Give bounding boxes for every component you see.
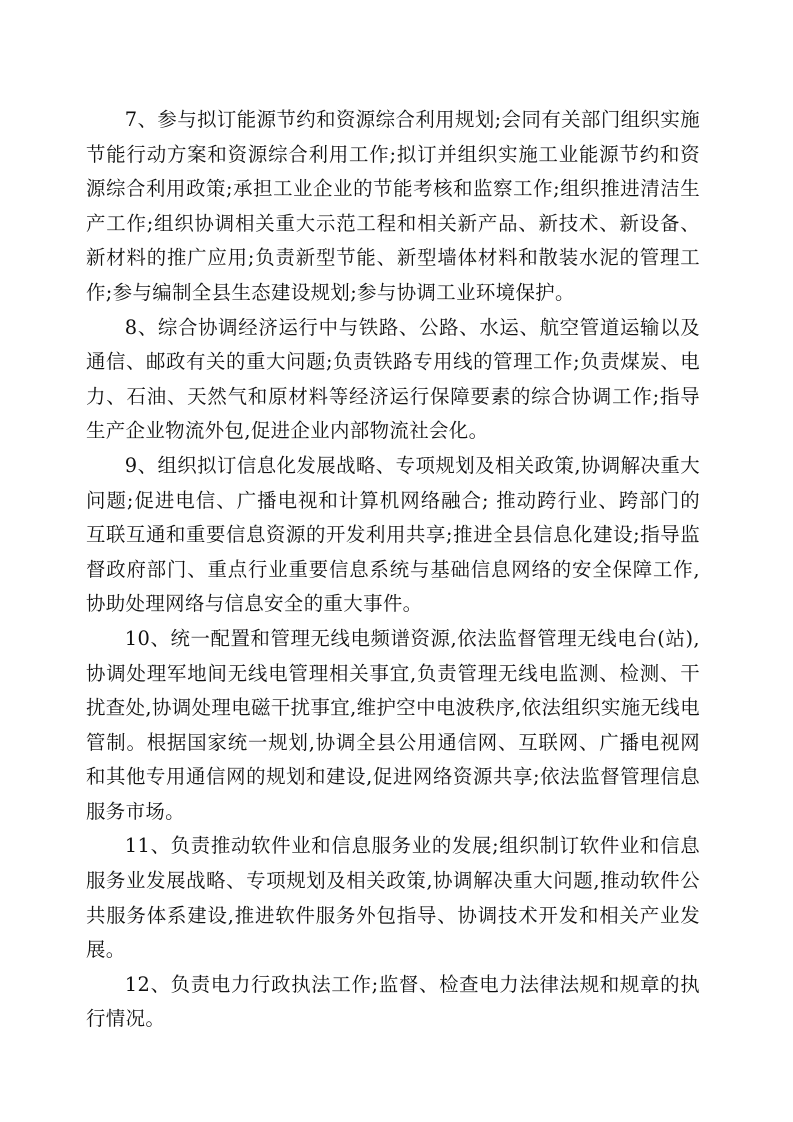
paragraph-item-9: 9、组织拟订信息化发展战略、专项规划及相关政策,协调解决重大问题;促进电信、广播电视和计算机网络融合; 推动跨行业、跨部门的互联互通和重要信息资源的开发利用共享;推进全县信息化建设;指导监督政府部门、重点行业重要信息系统与基础信息网络的安全保障工作,协助处理网络与信息安全的重大事件。 <box>86 453 700 616</box>
paragraph-item-11: 11、负责推动软件业和信息服务业的发展;组织制订软件业和信息服务业发展战略、专项规划及相关政策,协调解决重大问题,推动软件公共服务体系建设,推进软件服务外包指导、协调技术开发和相关产业发展。 <box>86 834 700 962</box>
document-body <box>86 103 700 1037</box>
paragraph-item-8: 8、综合协调经济运行中与铁路、公路、水运、航空管道运输以及通信、邮政有关的重大问题;负责铁路专用线的管理工作;负责煤炭、电力、石油、天然气和原材料等经济运行保障要素的综合协调工作;指导生产企业物流外包,促进企业内部物流社会化。 <box>86 315 700 443</box>
paragraph-item-12: 12、负责电力行政执法工作;监督、检查电力法律法规和规章的执行情况。 <box>86 972 700 1031</box>
paragraph-item-7: 7、参与拟订能源节约和资源综合利用规划;会同有关部门组织实施节能行动方案和资源综合利用工作;拟订并组织实施工业能源节约和资源综合利用政策;承担工业企业的节能考核和监察工作;组织推进清洁生产工作;组织协调相关重大示范工程和相关新产品、新技术、新设备、新材料的推广应用;负责新型节能、新型墙体材料和散装水泥的管理工作;参与编制全县生态建设规划;参与协调工业环境保护。 <box>86 108 700 304</box>
paragraph-item-10: 10、统一配置和管理无线电频谱资源,依法监督管理无线电台(站),协调处理军地间无线电管理相关事宜,负责管理无线电监测、检测、干扰查处,协调处理电磁干扰事宜,维护空中电波秩序,依法组织实施无线电管制。根据国家统一规划,协调全县公用通信网、互联网、广播电视网和其他专用通信网的规划和建设,促进网络资源共享;依法监督管理信息服务市场。 <box>86 626 700 823</box>
